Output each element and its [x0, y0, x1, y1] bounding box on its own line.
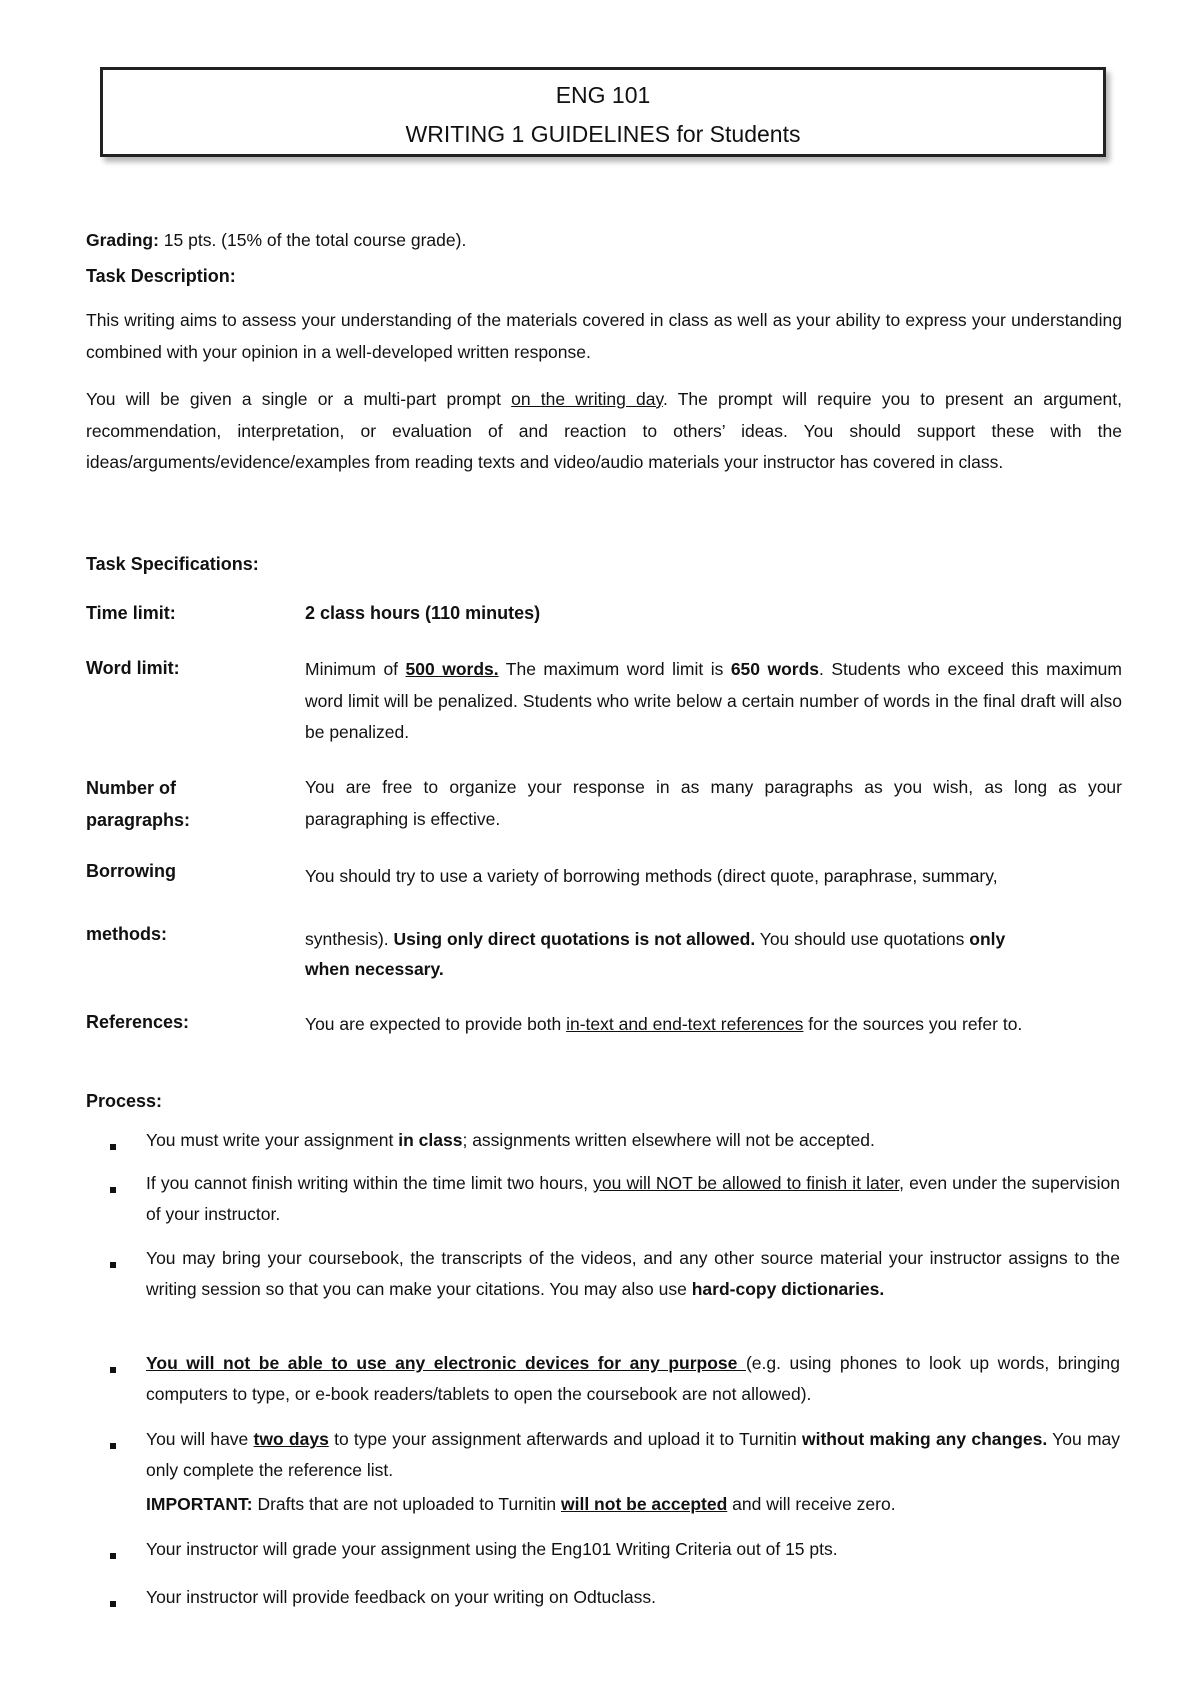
- bullet-marker: [110, 1553, 116, 1559]
- process-bullet-3: You may bring your coursebook, the transcripts of the videos, and any other source material your instructor assigns to the writing session so that you can make your citations. You may also use hard-copy dictionaries.: [146, 1248, 1120, 1299]
- grading-line: [86, 225, 1126, 257]
- task-specifications-heading: Task Specifications:: [86, 554, 259, 574]
- grading-text: 15 pts. (15% of the total course grade).: [158, 230, 467, 250]
- word-limit-label: Word limit:: [86, 658, 180, 678]
- process-bullet-2: If you cannot finish writing within the time limit two hours, you will NOT be allowed to finish it later, even under the supervision of your instructor.: [146, 1173, 1120, 1224]
- task-description-heading: Task Description:: [86, 266, 236, 286]
- bullet-marker: [110, 1367, 116, 1373]
- title-box: [100, 67, 1106, 157]
- paragraphs-value: You are free to organize your response in as many paragraphs as you wish, as long as your paragraphing is effective.: [305, 777, 1122, 829]
- task-description-paragraph-1: This writing aims to assess your understanding of the materials covered in class as well as your ability to express your understanding combined with your opinion in a well-developed written response.: [86, 310, 1122, 362]
- borrowing-label-line-1: Borrowing: [86, 861, 176, 881]
- process-bullet-4: You will not be able to use any electronic devices for any purpose (e.g. using phones to look up words, bringing computers to type, or e-book readers/tablets to open the coursebook are not allowed).: [146, 1353, 1120, 1404]
- references-label: References:: [86, 1012, 190, 1032]
- bullet-marker: [110, 1144, 116, 1150]
- process-bullet-6: Your instructor will grade your assignment using the Eng101 Writing Criteria out of 15 pts.: [146, 1539, 838, 1559]
- course-code: ENG 101: [555, 82, 651, 108]
- task-description-paragraph-2: You will be given a single or a multi-part prompt on the writing day. The prompt will require you to present an argument, recommendation, interpretation, or evaluation of and reaction to others’ ideas. You should support these with the ideas/arguments/evidence/examples from reading texts and video/audio materials your instructor has covered in class.: [86, 389, 1123, 472]
- process-bullet-5: You will have two days to type your assignment afterwards and upload it to Turnitin without making any changes. You may only complete the reference list.: [146, 1429, 1121, 1480]
- grading-label: Grading:: [86, 230, 159, 250]
- word-limit-value: Minimum of 500 words. The maximum word limit is 650 words. Students who exceed this maximum word limit will be penalized. Students who write below a certain number of words in the final draft will also be penalized.: [305, 659, 1122, 742]
- borrowing-value-line-2: synthesis). Using only direct quotations is not allowed. You should use quotations only: [305, 929, 1006, 949]
- paragraphs-label: Number of paragraphs:: [86, 778, 191, 830]
- writing-day-underlined: on the writing day: [511, 389, 663, 409]
- process-heading: Process:: [86, 1091, 163, 1111]
- time-limit-label: Time limit:: [86, 603, 176, 623]
- bullet-marker: [110, 1443, 116, 1449]
- time-limit-value: 2 class hours (110 minutes): [305, 603, 541, 623]
- borrowing-label-line-2: methods:: [86, 924, 167, 944]
- document-title: WRITING 1 GUIDELINES for Students: [405, 121, 801, 147]
- bullet-marker: [110, 1601, 116, 1607]
- important-note: IMPORTANT: Drafts that are not uploaded to Turnitin will not be accepted and will receive zero.: [146, 1494, 896, 1514]
- process-bullet-7: Your instructor will provide feedback on your writing on Odtuclass.: [146, 1587, 657, 1607]
- references-value: You are expected to provide both in-text and end-text references for the sources you refer to.: [305, 1014, 1023, 1034]
- bullet-marker: [110, 1262, 116, 1268]
- borrowing-value-line-1: You should try to use a variety of borrowing methods (direct quote, paraphrase, summary,: [305, 866, 998, 886]
- bullet-marker: [110, 1187, 116, 1193]
- process-bullet-1: You must write your assignment in class; assignments written elsewhere will not be accepted.: [146, 1130, 875, 1150]
- borrowing-value-line-3: when necessary.: [305, 959, 444, 979]
